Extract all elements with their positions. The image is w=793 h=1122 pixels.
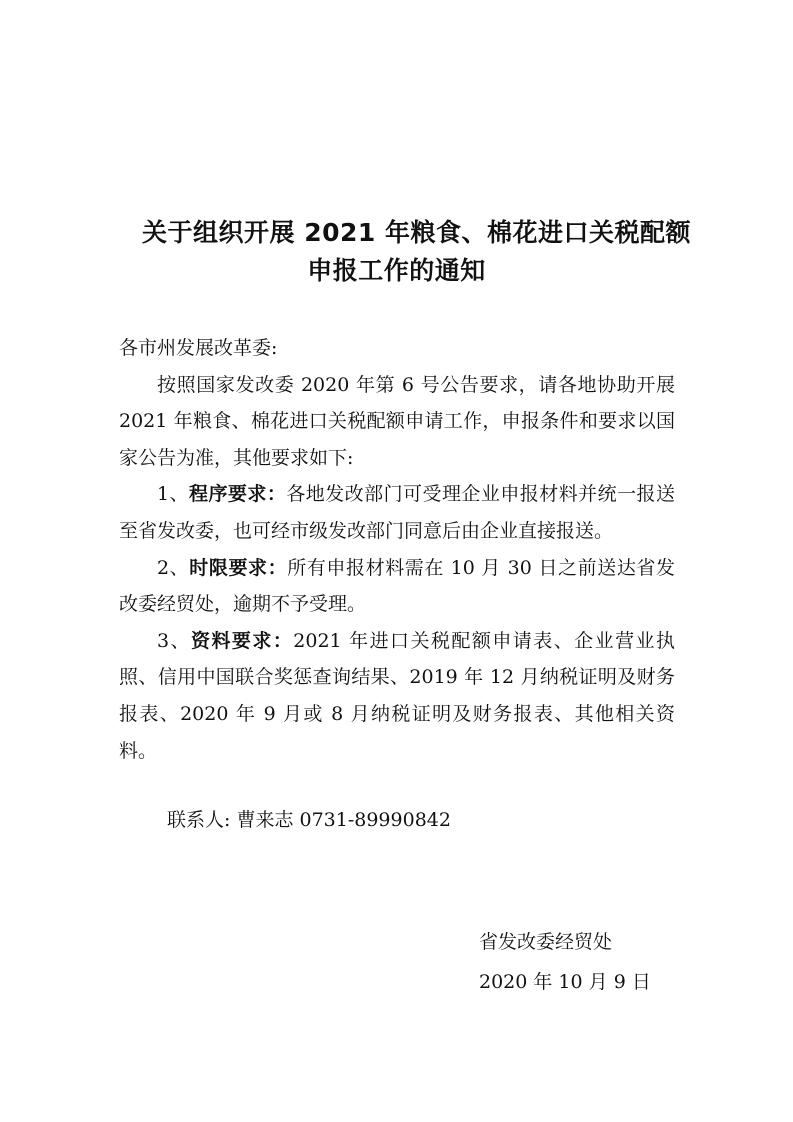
item-3-number: 3、: [157, 629, 192, 652]
signature-block: [479, 922, 651, 1002]
item-1-number: 1、: [157, 483, 190, 506]
item-3-heading: 资料要求：: [191, 629, 294, 652]
contact-line: 联系人: 曹来志 0731-89990842: [167, 809, 451, 832]
item-2-heading: 时限要求：: [189, 556, 288, 579]
item-3: [119, 623, 675, 769]
item-2-text: 所有申报材料需在 10 月 30 日之前送达省发改委经贸处，逾期不予受理。: [119, 556, 675, 616]
intro-paragraph: 按照国家发改委 2020 年第 6 号公告要求，请各地协助开展 2021 年粮食、棉花进口关税配额申请工作，申报条件和要求以国家公告为准，其他要求如下:: [119, 373, 675, 469]
item-2-number: 2、: [157, 556, 190, 579]
item-1-heading: 程序要求：: [189, 483, 287, 506]
document-body: [119, 330, 675, 839]
item-1-text: 各地发改部门可受理企业申报材料并统一报送至省发改委，也可经市级发改部门同意后由企业直接报送。: [119, 483, 675, 542]
item-3-text: 2021 年进口关税配额申请表、企业营业执照、信用中国联合奖惩查询结果、2019 年 12 月纳税证明及财务报表、2020 年 9 月或 8 月纳税证明及财务报表、其他相关资料。: [119, 629, 675, 762]
title-line-1: 关于组织开展 2021 年粮食、棉花进口关税配额: [142, 218, 691, 247]
title-line-2: 申报工作的通知: [307, 256, 486, 285]
signature-date: 2020 年 10 月 9 日: [479, 971, 651, 993]
salutation: 各市州发展改革委:: [119, 337, 278, 359]
signature-org: 省发改委经贸处: [479, 931, 613, 953]
item-1: [119, 476, 675, 549]
item-2: [119, 550, 675, 623]
